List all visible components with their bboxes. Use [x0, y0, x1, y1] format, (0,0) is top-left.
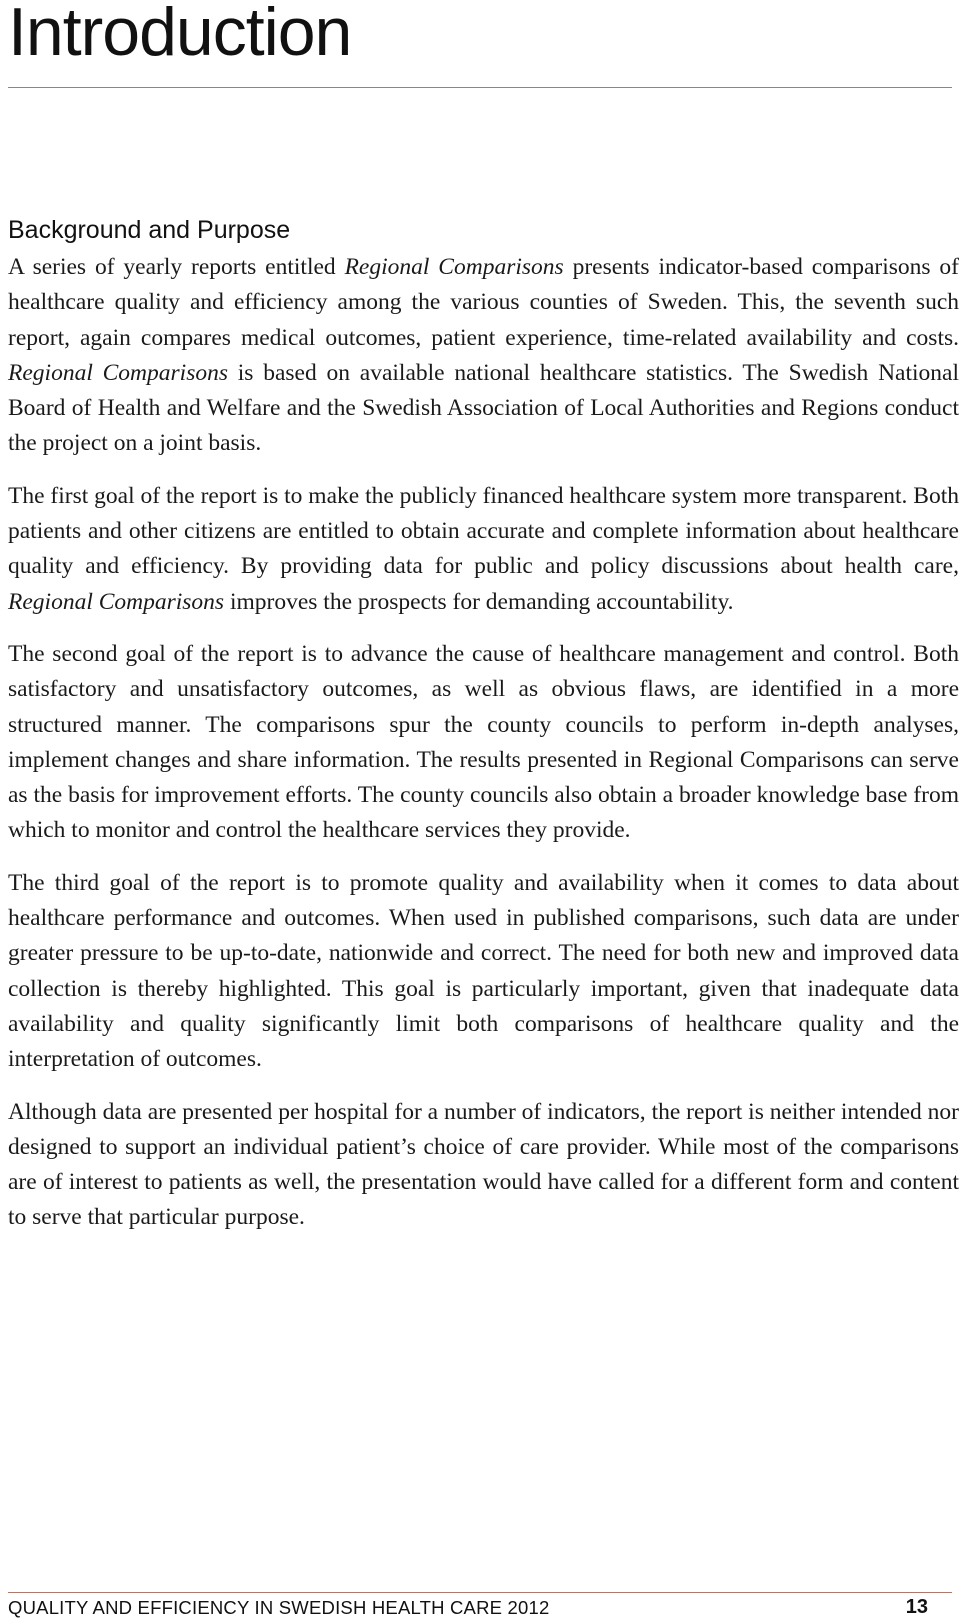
text-segment: presents indicator-based comparisons of healthcare quality and efficiency among the various counties of Sweden. This, the seventh such report, again compares medical outcomes, patient experience, time-related availability and costs.: [8, 254, 959, 351]
page-number: 13: [905, 1596, 928, 1618]
paragraph-2: [8, 479, 959, 620]
footer-divider: [8, 1592, 952, 1593]
text-segment: is based on available national healthcare statistics. The Swedish National Board of Health and Welfare and the Swedish Association of Local Authorities and Regions conduct the project on a joint basis.: [8, 359, 959, 457]
body-text: [8, 250, 959, 1253]
report-title-italic: Regional Comparisons: [8, 359, 228, 386]
section-heading: Background and Purpose: [8, 216, 291, 244]
report-title-italic: Regional Comparisons: [344, 254, 564, 280]
paragraph-3: [8, 637, 959, 849]
running-footer-title: QUALITY AND EFFICIENCY IN SWEDISH HEALTH CARE 2012: [8, 1597, 550, 1618]
text-segment: Although data are presented per hospital for a number of indicators, the report is neither intended nor designed to support an individual patient’s choice of care provider. While most of the comparisons are of interest to patients as well, the presentation would have called for a different form and content to serve that particular purpose.: [8, 1098, 959, 1231]
paragraph-4: [8, 866, 959, 1078]
text-segment: The second goal of the report is to advance the cause of healthcare management and control. Both satisfactory and unsatisfactory outcomes, as well as obvious flaws, are identified in a more structured manner. The comparisons spur the county councils to perform in-depth analyses, implement changes and share information. The results presented in Regional Comparisons can serve as the basis for improvement efforts. The county councils also obtain a broader knowledge base from which to monitor and control the healthcare services they provide.: [8, 640, 959, 844]
text-segment: The third goal of the report is to promote quality and availability when it comes to data about healthcare performance and outcomes. When used in published comparisons, such data are under greater pressure to be up-to-date, nationwide and correct. The need for both new and improved data collection is thereby highlighted. This goal is particularly important, given that inadequate data availability and quality significantly limit both comparisons of healthcare quality and the interpretation of outcomes.: [8, 869, 959, 1073]
text-segment: A series of yearly reports entitled: [8, 254, 345, 280]
paragraph-1: [8, 250, 959, 462]
paragraph-5: [8, 1095, 959, 1236]
text-segment: improves the prospects for demanding accountability.: [224, 588, 734, 615]
report-title-italic: Regional Comparisons: [8, 588, 225, 615]
text-segment: The first goal of the report is to make the publicly financed healthcare system more transparent. Both patients and other citizens are entitled to obtain accurate and complete information about healthcare quality and efficiency. By providing data for public and policy discussions about health care,: [8, 482, 959, 580]
page-title: Introduction: [8, 0, 352, 70]
title-divider: [8, 87, 952, 88]
